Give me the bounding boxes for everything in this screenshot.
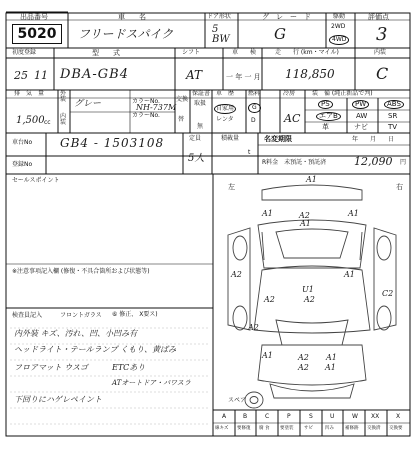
legend-code-b: B	[243, 413, 248, 420]
load-unit: t	[248, 149, 251, 156]
note-line-4-right: ATオートドア・パワスラ	[112, 379, 191, 387]
repaint-label: 替	[178, 116, 185, 123]
drive-4wd: 4WD	[329, 35, 349, 45]
damage-mark-front: A1	[306, 175, 317, 184]
lot-number: 5020	[12, 24, 62, 44]
name-change-label: 名変期限	[264, 135, 292, 143]
capacity-value: 5人	[188, 153, 205, 164]
damage-mark-fr: A1	[348, 209, 359, 218]
damage-mark-right-quarter: C2	[382, 289, 394, 298]
equip-airbag: エアB	[316, 112, 341, 121]
damage-mark-roof-2: A2	[304, 295, 315, 304]
legend-meaning-s: サビ	[304, 426, 313, 431]
warranty-label: 保証書	[192, 90, 211, 97]
fuel-g: G	[248, 103, 261, 113]
capacity-label: 定員	[189, 135, 202, 142]
equip-aw: AW	[356, 112, 368, 120]
lot-label: 出品番号	[20, 13, 48, 21]
legend-meaning-c: 腐 食	[259, 426, 270, 431]
displacement-value: 1,500	[16, 115, 45, 126]
legend-meaning-p: 要塗装	[280, 426, 294, 431]
notes-label: ※注意事項記入欄 (修復・不具合箇所および状態等)	[12, 268, 150, 275]
equip-ps: PS	[318, 100, 333, 109]
legend-meaning-a: 線キズ	[215, 426, 229, 431]
legend-code-x: X	[396, 413, 401, 420]
manual-none: 無	[197, 123, 204, 130]
note-line-3: フロアマット ウスゴ	[14, 363, 88, 372]
damage-mark-left-rear: A2	[264, 295, 275, 304]
interior-label: 内装	[374, 49, 387, 56]
legend-code-u: U	[330, 413, 335, 420]
rental-label: レンタ	[216, 116, 234, 123]
exterior-label: 外装	[60, 90, 67, 103]
interior-col-label: 内装	[60, 113, 67, 126]
equip-abs: ABS	[384, 100, 404, 109]
equip-leather: 革	[322, 123, 329, 131]
mileage-label: 走 行 (km・マイル)	[275, 49, 339, 56]
score-value: 3	[376, 24, 388, 45]
note-line-2: ヘッドライト・テールランプ くもり、黄ばみ	[14, 345, 177, 354]
legend-meaning-x: 交換要	[389, 426, 403, 431]
chassis-value: GB4 - 1503108	[60, 136, 165, 150]
equip-pw: PW	[352, 100, 369, 109]
legend-meaning-xx: 交換済	[367, 426, 381, 431]
ac-label: 冷房	[283, 90, 296, 97]
color-value: グレー	[74, 99, 102, 109]
shift-value: AT	[186, 68, 203, 82]
color-label: カラーNo.	[132, 98, 160, 105]
sales-point-label: セールスポイント	[12, 177, 60, 184]
mileage-value: 118,850	[285, 67, 335, 81]
damage-mark-hood-2: A1	[300, 219, 311, 228]
damage-mark-left-quarter: A2	[248, 323, 259, 332]
first-reg-label: 初度登録	[12, 49, 37, 56]
displacement-label: 排 気 量	[14, 90, 45, 97]
manual-label: 取扱	[194, 100, 207, 107]
damage-mark-tailgate-3: A2	[298, 363, 309, 372]
reg-no-label: 登録No	[12, 161, 33, 168]
cc-unit: cc	[44, 119, 51, 126]
grade-value: G	[274, 25, 286, 43]
color-code: NH-737M	[136, 103, 177, 112]
damage-mark-tailgate-2: A1	[326, 353, 337, 362]
reg-year: 25	[14, 69, 28, 82]
interior-value: C	[376, 64, 389, 83]
model-value: DBA-GB4	[60, 67, 129, 82]
note-line-4: 下回りにハゲレペイント	[14, 395, 102, 404]
recycle-unit: 円	[400, 159, 407, 166]
grade-label: グ レ ー ド	[262, 13, 311, 21]
legend-code-w: W	[352, 413, 358, 420]
fuel-label: 燃料	[248, 90, 261, 97]
legend-meaning-w: 補修跡	[345, 426, 359, 431]
door-value: 5 BW	[212, 24, 230, 45]
damage-mark-fl: A1	[262, 209, 273, 218]
car-name: フリードスパイク	[78, 27, 174, 41]
legend-code-s: S	[309, 413, 313, 420]
damage-mark-rl: A1	[262, 351, 273, 360]
inspect-label: 車 検	[232, 49, 257, 56]
damage-mark-hood-1: A2	[299, 211, 310, 220]
ac-value: AC	[284, 112, 301, 125]
inspection-value: 一 年 一 月	[226, 73, 261, 81]
type-label: 型 式	[92, 49, 120, 57]
equip-tv: TV	[388, 123, 398, 131]
reg-month: 11	[34, 69, 48, 82]
right-side-label: 右	[396, 183, 403, 191]
recycle-value: 12,090	[354, 155, 393, 168]
door-label: ドア形状	[207, 13, 231, 20]
note-line-3-right: ETCあり	[112, 363, 146, 372]
vehicle-class-value: 自家用	[216, 105, 235, 112]
chassis-label: 車台No	[12, 139, 33, 146]
windshield-label: フロントガラス	[60, 312, 102, 319]
note-line-1: 内外装 キズ、汚れ、凹、小凹み有	[14, 329, 138, 338]
score-label: 評価点	[368, 13, 389, 21]
damage-mark-tailgate-1: A2	[298, 353, 309, 362]
load-label: 積載量	[221, 135, 240, 142]
recycle-label: R料金 未預託・預託済	[262, 159, 327, 166]
equip-label: 装 備 (純正新品で判)	[312, 90, 373, 97]
legend-code-xx: XX	[371, 413, 380, 420]
damage-mark-left-door: A2	[231, 270, 242, 279]
name-change-unit: 年 月 日	[352, 136, 395, 143]
legend-code-p: P	[287, 413, 291, 420]
windshield-note: ⑥ 修正、 X要ス)	[112, 311, 158, 318]
legend-meaning-u: 凹み	[325, 426, 334, 431]
drive-2wd: 2WD	[331, 23, 346, 30]
damage-mark-rr: A1	[325, 363, 336, 372]
equip-sr: SR	[388, 112, 398, 120]
legend-code-c: C	[265, 413, 270, 420]
fuel-d: D	[251, 117, 256, 124]
damage-mark-roof: U1	[302, 285, 314, 294]
drive-label: 駆動	[333, 13, 346, 20]
exchange-label: 交換	[176, 96, 189, 103]
shift-label: シフト	[182, 49, 201, 56]
color-label-2: カラーNo.	[132, 112, 160, 119]
car-name-label: 車 名	[118, 13, 146, 21]
vehicle-class-label: 車 歴	[216, 90, 235, 97]
legend-meaning-b: 要修復	[237, 426, 251, 431]
inspector-label: 検査員記入	[12, 312, 43, 319]
left-side-label: 左	[228, 183, 235, 191]
equip-navi: ナビ	[354, 123, 368, 131]
spare-label: スペア	[228, 397, 247, 404]
damage-mark-right-door: A1	[344, 270, 355, 279]
legend-code-a: A	[222, 413, 227, 420]
